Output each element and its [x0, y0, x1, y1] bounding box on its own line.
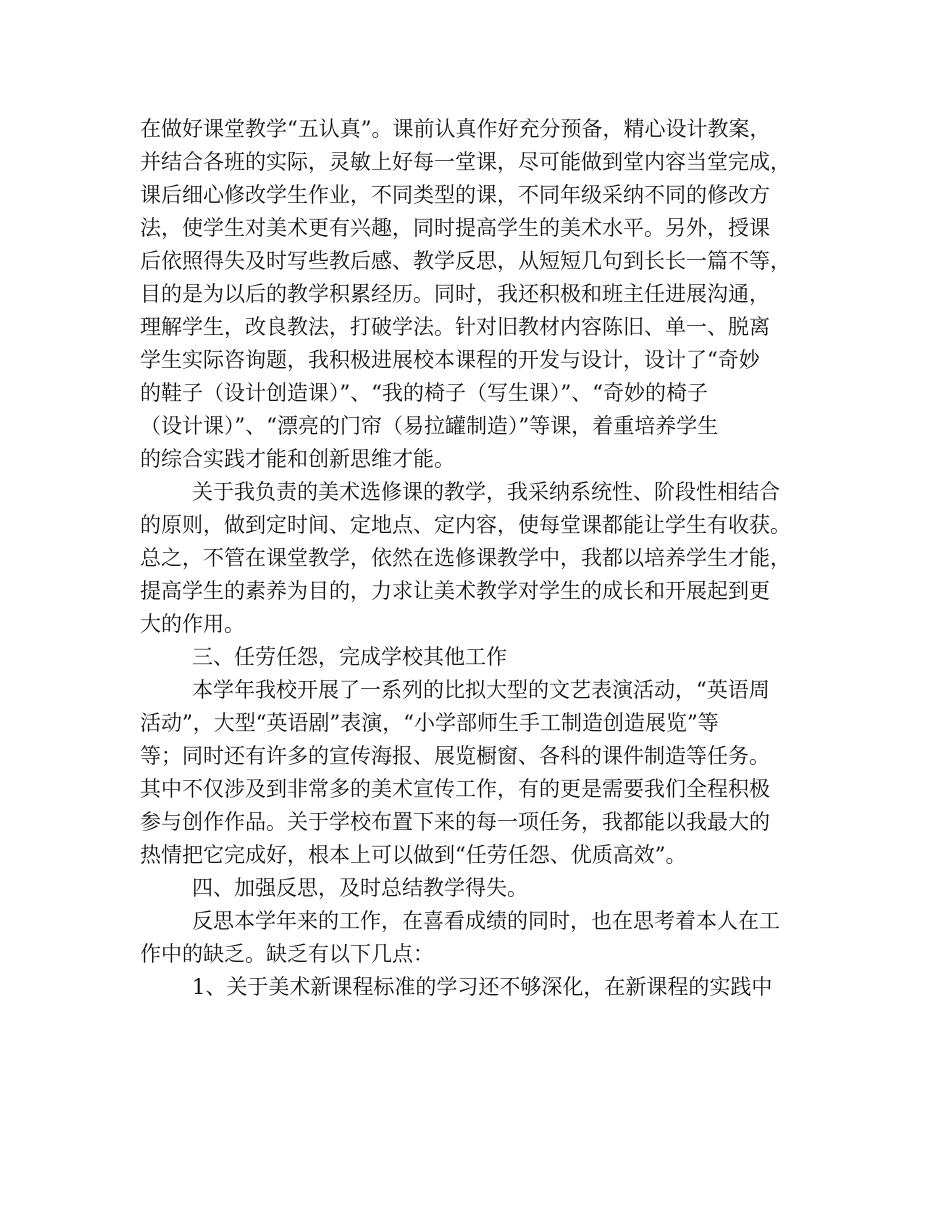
text-line: 关于我负责的美术选修课的教学，我采纳系统性、阶段性相结合: [192, 480, 780, 504]
text-line: 本学年我校开展了一系列的比拟大型的文艺表演活动，“英语周: [192, 678, 770, 702]
text-line: 理解学生，改良教法，打破学法。针对旧教材内容陈旧、单一、脱离: [140, 315, 770, 339]
text-line: 大的作用。: [140, 612, 245, 636]
text-line: 在做好课堂教学“五认真”。课前认真作好充分预备，精心设计教案，: [140, 117, 771, 141]
text-line: （设计课）”、“漂亮的门帘（易拉罐制造）”等课，着重培养学生: [140, 414, 719, 438]
text-line: 1、关于美术新课程标准的学习还不够深化，在新课程的实践中: [192, 975, 773, 999]
text-line: 四、加强反思，及时总结教学得失。: [192, 876, 528, 900]
text-line: 三、任劳任怨，完成学校其他工作: [192, 645, 507, 669]
document-body: [140, 113, 810, 1004]
text-line: 课后细心修改学生作业，不同类型的课，不同年级采纳不同的修改方: [140, 183, 770, 207]
text-line: 热情把它完成好，根本上可以做到“任劳任怨、优质高效”。: [140, 843, 687, 867]
text-line: 法，使学生对美术更有兴趣，同时提高学生的美术水平。另外，授课: [140, 216, 770, 240]
text-line: 活动”，大型“英语剧”表演，“小学部师生手工制造创造展览”等: [140, 711, 719, 735]
text-line: 的鞋子（设计创造课）”、“我的椅子（写生课）”、“奇妙的椅子: [140, 381, 708, 405]
text-line: 反思本学年来的工作，在喜看成绩的同时，也在思考着本人在工: [192, 909, 780, 933]
text-line: 参与创作作品。关于学校布置下来的每一项任务，我都能以我最大的: [140, 810, 770, 834]
text-line: 作中的缺乏。缺乏有以下几点：: [140, 942, 434, 966]
text-line: 学生实际咨询题，我积极进展校本课程的开发与设计，设计了“奇妙: [140, 348, 760, 372]
text-line: 其中不仅涉及到非常多的美术宣传工作，有的更是需要我们全程积极: [140, 777, 770, 801]
text-line: 的综合实践才能和创新思维才能。: [140, 447, 455, 471]
text-line: 等；同时还有许多的宣传海报、展览橱窗、各科的课件制造等任务。: [140, 744, 770, 768]
text-line: 提高学生的素养为目的，力求让美术教学对学生的成长和开展起到更: [140, 579, 770, 603]
text-line: 总之，不管在课堂教学，依然在选修课教学中，我都以培养学生才能，: [140, 546, 791, 570]
text-line: 目的是为以后的教学积累经历。同时，我还积极和班主任进展沟通，: [140, 282, 770, 306]
text-line: 的原则，做到定时间、定地点、定内容，使每堂课都能让学生有收获。: [140, 513, 791, 537]
text-line: 后依照得失及时写些教后感、教学反思，从短短几句到长长一篇不等，: [140, 249, 791, 273]
text-line: 并结合各班的实际，灵敏上好每一堂课，尽可能做到堂内容当堂完成，: [140, 150, 791, 174]
